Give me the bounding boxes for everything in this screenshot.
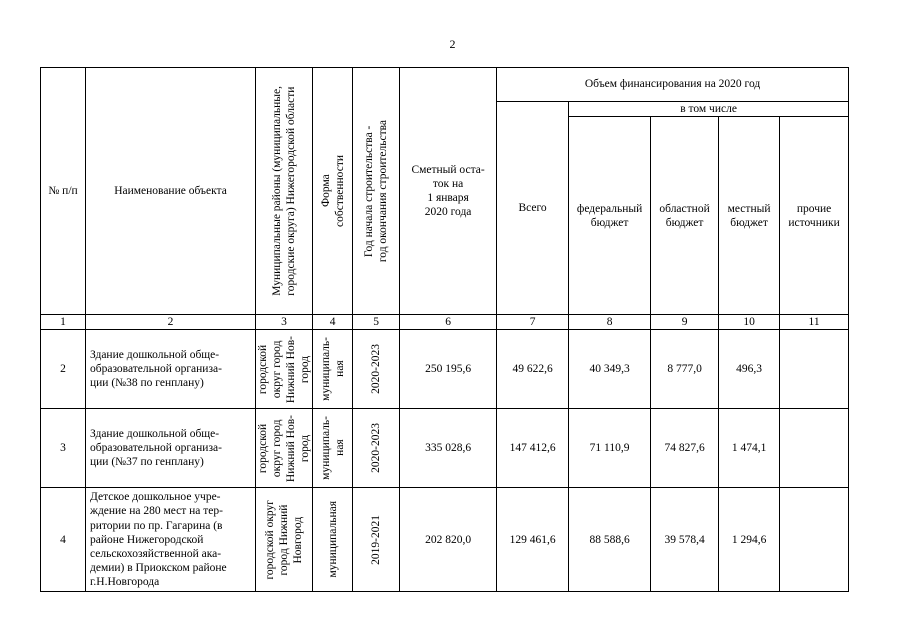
column-number: 2 <box>86 315 256 330</box>
column-number-row <box>41 315 849 330</box>
construction-funding-table <box>40 67 849 592</box>
local-value: 1 294,6 <box>719 488 780 592</box>
ownership-text: муниципальная <box>326 501 339 578</box>
row-no: 3 <box>41 409 86 488</box>
regional-value: 39 578,4 <box>651 488 719 592</box>
page-number: 2 <box>449 37 456 51</box>
object-name: Здание дошкольной обще- образовательной организа- ции (№37 по генплану) <box>86 409 256 488</box>
local-value: 496,3 <box>719 330 780 409</box>
column-number: 11 <box>780 315 849 330</box>
ownership-cell <box>313 409 353 488</box>
ownership-cell <box>313 330 353 409</box>
federal-value: 40 349,3 <box>569 330 651 409</box>
header-years-text: Год начала строительства - год окончания строительства <box>363 119 390 263</box>
municipality-text: городской округ город Нижний Нов- город <box>257 414 312 482</box>
regional-value: 74 827,6 <box>651 409 719 488</box>
column-number: 7 <box>497 315 569 330</box>
column-number: 5 <box>353 315 400 330</box>
ownership-text: муниципаль- ная <box>319 337 346 401</box>
years-cell <box>353 409 400 488</box>
ownership-text: муниципаль- ная <box>319 416 346 480</box>
other-value <box>780 330 849 409</box>
local-value: 1 474,1 <box>719 409 780 488</box>
municipality-cell <box>256 409 313 488</box>
total-value: 147 412,6 <box>497 409 569 488</box>
municipality-cell <box>256 330 313 409</box>
header-regional: областной бюджет <box>651 117 719 315</box>
municipality-text: городской округ город Нижний Нов- город <box>257 335 312 403</box>
column-number: 3 <box>256 315 313 330</box>
column-number: 4 <box>313 315 353 330</box>
federal-value: 88 588,6 <box>569 488 651 592</box>
total-value: 129 461,6 <box>497 488 569 592</box>
municipality-cell <box>256 488 313 592</box>
federal-value: 71 110,9 <box>569 409 651 488</box>
column-number: 10 <box>719 315 780 330</box>
estimate-value: 250 195,6 <box>400 330 497 409</box>
header-including: в том числе <box>569 102 849 117</box>
years-cell <box>353 330 400 409</box>
ownership-cell <box>313 488 353 592</box>
estimate-value: 335 028,6 <box>400 409 497 488</box>
row-no: 2 <box>41 330 86 409</box>
column-number: 8 <box>569 315 651 330</box>
estimate-value: 202 820,0 <box>400 488 497 592</box>
header-name: Наименование объекта <box>86 68 256 315</box>
header-ownership <box>313 68 353 315</box>
table-row <box>41 409 849 488</box>
header-years <box>353 68 400 315</box>
years-cell <box>353 488 400 592</box>
object-name: Здание дошкольной обще- образовательной организа- ции (№38 по генплану) <box>86 330 256 409</box>
row-no: 4 <box>41 488 86 592</box>
municipality-text: городской округ город Нижний Новгород <box>264 499 305 580</box>
years-text: 2020-2023 <box>370 423 383 473</box>
header-funding: Объем финансирования на 2020 год <box>497 68 849 102</box>
header-municipality-text: Муниципальные районы (муниципальные, городские округа) Нижегородской области <box>271 86 298 296</box>
header-other: прочие источники <box>780 117 849 315</box>
regional-value: 8 777,0 <box>651 330 719 409</box>
table-row <box>41 488 849 592</box>
header-municipality <box>256 68 313 315</box>
header-total: Всего <box>497 102 569 315</box>
header-federal: федеральный бюджет <box>569 117 651 315</box>
years-text: 2019-2021 <box>370 514 383 565</box>
object-name: Детское дошкольное учре- ждение на 280 мест на тер- ритории по пр. Гагарина (в районе Нижегородской сельскохозяйственной ака- демии) в Приокском районе г.Н.Новгорода <box>86 488 256 592</box>
header-estimate: Сметный оста- ток на 1 января 2020 года <box>400 68 497 315</box>
other-value <box>780 409 849 488</box>
total-value: 49 622,6 <box>497 330 569 409</box>
other-value <box>780 488 849 592</box>
header-no: № п/п <box>41 68 86 315</box>
column-number: 6 <box>400 315 497 330</box>
column-number: 1 <box>41 315 86 330</box>
column-number: 9 <box>651 315 719 330</box>
header-local: местный бюджет <box>719 117 780 315</box>
header-ownership-text: Форма собственности <box>319 155 346 227</box>
years-text: 2020-2023 <box>370 344 383 394</box>
table-row <box>41 330 849 409</box>
